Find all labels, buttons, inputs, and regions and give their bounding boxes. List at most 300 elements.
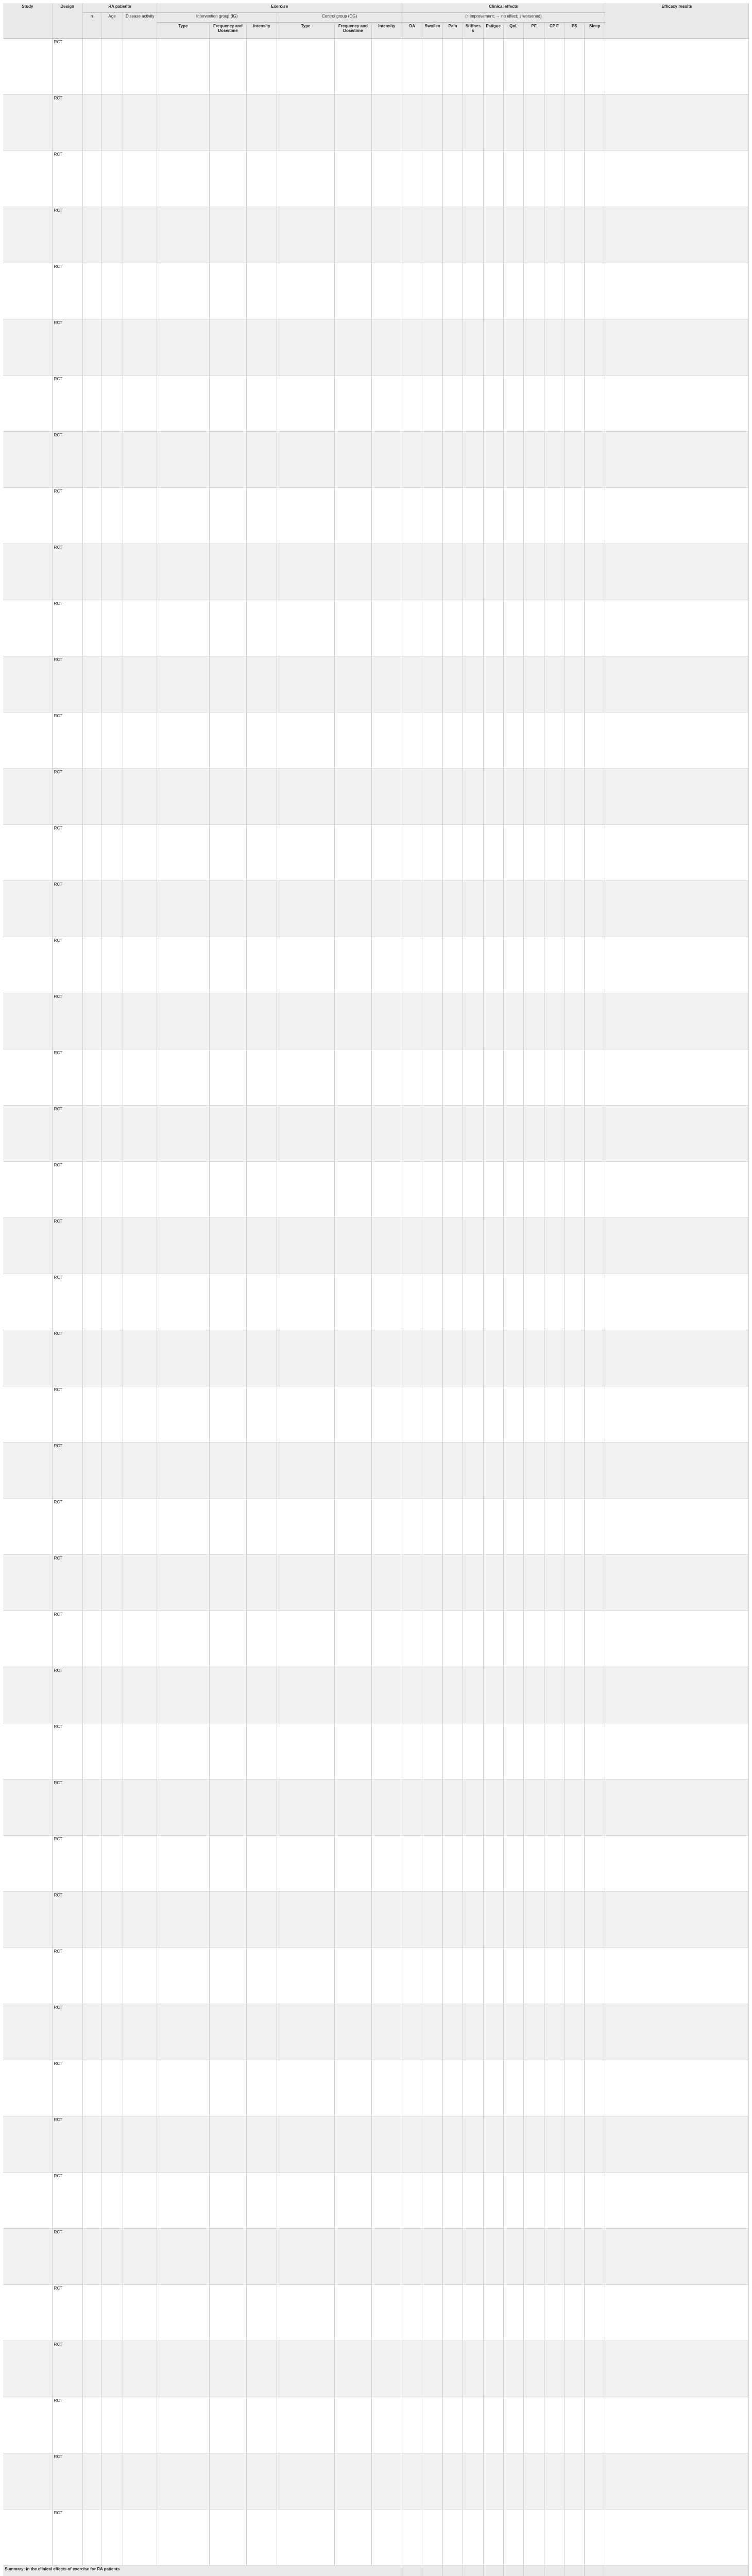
cell-effect xyxy=(524,1499,544,1555)
cell-effect xyxy=(483,1386,503,1443)
cell-disease xyxy=(123,1667,157,1723)
cell-effect xyxy=(524,95,544,151)
header-effect-col: CP F xyxy=(544,23,564,39)
summary-count xyxy=(483,2566,503,2576)
cell-effect xyxy=(483,881,503,937)
cell-i-int xyxy=(247,1106,277,1162)
cell-i-type xyxy=(157,2116,210,2173)
cell-efficacy xyxy=(605,1106,748,1162)
cell-c-type xyxy=(277,1330,335,1386)
cell-effect xyxy=(544,432,564,488)
cell-effect xyxy=(483,1218,503,1274)
cell-effect xyxy=(565,2510,585,2566)
cell-efficacy xyxy=(605,1386,748,1443)
cell-c-type xyxy=(277,600,335,656)
cell-author xyxy=(3,1892,52,1948)
cell-effect xyxy=(463,1611,483,1667)
cell-effect xyxy=(585,2060,605,2116)
cell-c-freq xyxy=(334,1162,371,1218)
cell-effect xyxy=(524,1892,544,1948)
cell-effect xyxy=(524,1780,544,1836)
table-row xyxy=(3,2116,749,2173)
cell-age xyxy=(101,2060,123,2116)
cell-disease xyxy=(123,207,157,263)
cell-i-type xyxy=(157,319,210,376)
cell-i-type xyxy=(157,2397,210,2453)
cell-c-type xyxy=(277,937,335,993)
cell-effect xyxy=(544,769,564,825)
cell-i-int xyxy=(247,2285,277,2341)
cell-i-freq xyxy=(209,2510,246,2566)
table-row xyxy=(3,1611,749,1667)
cell-author xyxy=(3,1443,52,1499)
summary-label: Summary: in the clinical effects of exercise for RA patients xyxy=(3,2566,402,2576)
cell-effect xyxy=(585,319,605,376)
table-row xyxy=(3,2229,749,2285)
cell-n xyxy=(82,1162,101,1218)
table-row xyxy=(3,2004,749,2060)
cell-disease xyxy=(123,825,157,881)
cell-effect xyxy=(442,2453,463,2510)
cell-disease xyxy=(123,2173,157,2229)
summary-empty xyxy=(605,2566,748,2576)
cell-effect xyxy=(463,825,483,881)
header-ig-type: Type xyxy=(157,23,210,39)
cell-i-freq xyxy=(209,600,246,656)
cell-effect xyxy=(483,2510,503,2566)
cell-age xyxy=(101,1162,123,1218)
cell-n xyxy=(82,1948,101,2004)
cell-c-int xyxy=(371,881,402,937)
cell-effect xyxy=(524,2173,544,2229)
cell-c-type xyxy=(277,432,335,488)
cell-design: RCT xyxy=(52,1667,82,1723)
cell-i-freq xyxy=(209,376,246,432)
cell-c-type xyxy=(277,2004,335,2060)
cell-effect xyxy=(483,544,503,600)
cell-i-freq xyxy=(209,2285,246,2341)
cell-design: RCT xyxy=(52,544,82,600)
cell-c-type xyxy=(277,656,335,713)
header-disease: Disease activity xyxy=(123,13,157,39)
cell-design: RCT xyxy=(52,207,82,263)
cell-author xyxy=(3,1611,52,1667)
cell-age xyxy=(101,1049,123,1106)
cell-effect xyxy=(463,1218,483,1274)
cell-effect xyxy=(463,95,483,151)
cell-design: RCT xyxy=(52,2060,82,2116)
cell-i-freq xyxy=(209,2229,246,2285)
cell-i-type xyxy=(157,2510,210,2566)
cell-i-int xyxy=(247,1443,277,1499)
cell-effect xyxy=(503,1836,523,1892)
cell-effect xyxy=(442,2510,463,2566)
cell-i-freq xyxy=(209,1162,246,1218)
cell-effect xyxy=(463,1499,483,1555)
cell-n xyxy=(82,544,101,600)
table-row xyxy=(3,2453,749,2510)
cell-effect xyxy=(442,1386,463,1443)
cell-efficacy xyxy=(605,769,748,825)
cell-i-type xyxy=(157,1386,210,1443)
cell-effect xyxy=(565,1780,585,1836)
cell-disease xyxy=(123,1555,157,1611)
cell-i-int xyxy=(247,376,277,432)
table-body xyxy=(3,39,749,2566)
cell-effect xyxy=(544,600,564,656)
cell-effect xyxy=(422,376,442,432)
cell-efficacy xyxy=(605,713,748,769)
cell-i-freq xyxy=(209,1218,246,1274)
cell-effect xyxy=(524,544,544,600)
cell-c-type xyxy=(277,488,335,544)
cell-i-type xyxy=(157,1948,210,2004)
cell-effect xyxy=(544,1555,564,1611)
cell-disease xyxy=(123,1499,157,1555)
cell-effect xyxy=(422,656,442,713)
cell-effect xyxy=(503,2397,523,2453)
summary-row xyxy=(3,2566,749,2576)
cell-design: RCT xyxy=(52,2453,82,2510)
cell-effect xyxy=(422,713,442,769)
cell-c-int xyxy=(371,1049,402,1106)
cell-c-type xyxy=(277,95,335,151)
table-row xyxy=(3,1499,749,1555)
cell-disease xyxy=(123,151,157,207)
cell-effect xyxy=(524,993,544,1049)
cell-effect xyxy=(503,1555,523,1611)
cell-effect xyxy=(503,1667,523,1723)
table-row xyxy=(3,2173,749,2229)
cell-effect xyxy=(483,263,503,319)
cell-effect xyxy=(463,2397,483,2453)
cell-effect xyxy=(565,2060,585,2116)
cell-effect xyxy=(483,2285,503,2341)
cell-effect xyxy=(503,1443,523,1499)
table-row xyxy=(3,1386,749,1443)
cell-effect xyxy=(422,1948,442,2004)
cell-i-freq xyxy=(209,2397,246,2453)
cell-design: RCT xyxy=(52,2397,82,2453)
cell-effect xyxy=(565,95,585,151)
cell-c-int xyxy=(371,2285,402,2341)
cell-effect xyxy=(503,2510,523,2566)
cell-c-int xyxy=(371,263,402,319)
cell-effect xyxy=(463,2341,483,2397)
cell-c-freq xyxy=(334,1948,371,2004)
cell-effect xyxy=(585,1667,605,1723)
cell-effect xyxy=(402,1836,422,1892)
cell-effect xyxy=(585,2510,605,2566)
cell-n xyxy=(82,319,101,376)
cell-age xyxy=(101,1780,123,1836)
cell-effect xyxy=(463,2453,483,2510)
cell-i-type xyxy=(157,1274,210,1330)
cell-c-type xyxy=(277,2229,335,2285)
cell-effect xyxy=(483,2341,503,2397)
cell-effect xyxy=(483,1780,503,1836)
cell-design: RCT xyxy=(52,825,82,881)
cell-i-type xyxy=(157,1106,210,1162)
cell-design: RCT xyxy=(52,1386,82,1443)
cell-effect xyxy=(544,1836,564,1892)
cell-author xyxy=(3,95,52,151)
cell-i-type xyxy=(157,769,210,825)
table-row xyxy=(3,1443,749,1499)
cell-age xyxy=(101,993,123,1049)
cell-c-freq xyxy=(334,937,371,993)
cell-effect xyxy=(442,1667,463,1723)
cell-effect xyxy=(442,1218,463,1274)
cell-effect xyxy=(565,1892,585,1948)
cell-effect xyxy=(422,2060,442,2116)
cell-i-int xyxy=(247,1386,277,1443)
cell-c-freq xyxy=(334,319,371,376)
cell-i-type xyxy=(157,2060,210,2116)
cell-effect xyxy=(463,432,483,488)
cell-i-type xyxy=(157,2004,210,2060)
cell-effect xyxy=(524,2116,544,2173)
cell-effect xyxy=(524,39,544,95)
cell-effect xyxy=(585,600,605,656)
cell-disease xyxy=(123,769,157,825)
cell-author xyxy=(3,2510,52,2566)
table-row xyxy=(3,769,749,825)
header-effect-col: Swollen xyxy=(422,23,442,39)
cell-effect xyxy=(442,1049,463,1106)
cell-effect xyxy=(585,656,605,713)
header-clinical-effects: Clinical effects xyxy=(402,3,605,13)
cell-effect xyxy=(544,1443,564,1499)
cell-effect xyxy=(442,2173,463,2229)
cell-i-freq xyxy=(209,39,246,95)
cell-effect xyxy=(463,1892,483,1948)
cell-i-freq xyxy=(209,2116,246,2173)
cell-age xyxy=(101,207,123,263)
cell-effect xyxy=(422,1443,442,1499)
cell-design: RCT xyxy=(52,1162,82,1218)
cell-effect xyxy=(585,1836,605,1892)
cell-effect xyxy=(503,1948,523,2004)
cell-author xyxy=(3,2116,52,2173)
cell-effect xyxy=(565,151,585,207)
cell-i-freq xyxy=(209,825,246,881)
cell-i-type xyxy=(157,1330,210,1386)
cell-i-int xyxy=(247,1555,277,1611)
cell-effect xyxy=(422,2397,442,2453)
cell-c-int xyxy=(371,2004,402,2060)
cell-effect xyxy=(524,2004,544,2060)
cell-author xyxy=(3,1780,52,1836)
cell-age xyxy=(101,488,123,544)
cell-effect xyxy=(483,1611,503,1667)
cell-c-int xyxy=(371,656,402,713)
cell-i-freq xyxy=(209,95,246,151)
cell-c-int xyxy=(371,1723,402,1780)
cell-age xyxy=(101,319,123,376)
cell-effect xyxy=(565,825,585,881)
cell-effect xyxy=(402,151,422,207)
cell-efficacy xyxy=(605,263,748,319)
cell-effect xyxy=(503,2341,523,2397)
cell-i-int xyxy=(247,1836,277,1892)
table-row xyxy=(3,1106,749,1162)
cell-n xyxy=(82,1499,101,1555)
cell-c-freq xyxy=(334,544,371,600)
cell-i-type xyxy=(157,39,210,95)
cell-i-type xyxy=(157,1049,210,1106)
cell-c-type xyxy=(277,1106,335,1162)
cell-effect xyxy=(422,769,442,825)
cell-effect xyxy=(442,2004,463,2060)
cell-c-freq xyxy=(334,1723,371,1780)
cell-efficacy xyxy=(605,1274,748,1330)
cell-age xyxy=(101,825,123,881)
cell-effect xyxy=(422,2116,442,2173)
cell-age xyxy=(101,1892,123,1948)
cell-effect xyxy=(422,1049,442,1106)
cell-age xyxy=(101,95,123,151)
cell-author xyxy=(3,600,52,656)
cell-design: RCT xyxy=(52,2229,82,2285)
cell-effect xyxy=(422,319,442,376)
cell-design: RCT xyxy=(52,263,82,319)
header-study: Study xyxy=(3,3,52,39)
cell-i-type xyxy=(157,993,210,1049)
cell-effect xyxy=(402,1555,422,1611)
summary-count xyxy=(544,2566,564,2576)
cell-effect xyxy=(483,1330,503,1386)
table-row xyxy=(3,207,749,263)
table-row xyxy=(3,825,749,881)
cell-age xyxy=(101,544,123,600)
cell-effect xyxy=(422,881,442,937)
cell-effect xyxy=(463,1049,483,1106)
cell-c-type xyxy=(277,825,335,881)
cell-i-int xyxy=(247,1330,277,1386)
cell-effect xyxy=(524,881,544,937)
cell-effect xyxy=(402,1499,422,1555)
cell-c-type xyxy=(277,2173,335,2229)
cell-i-type xyxy=(157,376,210,432)
cell-effect xyxy=(463,2229,483,2285)
cell-effect xyxy=(402,1049,422,1106)
cell-effect xyxy=(524,488,544,544)
cell-effect xyxy=(524,1162,544,1218)
cell-effect xyxy=(422,825,442,881)
cell-c-freq xyxy=(334,1049,371,1106)
cell-age xyxy=(101,1948,123,2004)
cell-effect xyxy=(565,2004,585,2060)
cell-effect xyxy=(422,1499,442,1555)
table-row xyxy=(3,263,749,319)
cell-i-int xyxy=(247,1723,277,1780)
cell-i-int xyxy=(247,881,277,937)
cell-effect xyxy=(483,39,503,95)
cell-age xyxy=(101,656,123,713)
cell-effect xyxy=(585,95,605,151)
cell-age xyxy=(101,1555,123,1611)
cell-effect xyxy=(463,713,483,769)
cell-age xyxy=(101,2173,123,2229)
cell-age xyxy=(101,713,123,769)
table-row xyxy=(3,1049,749,1106)
cell-c-type xyxy=(277,1274,335,1330)
cell-effect xyxy=(422,95,442,151)
cell-design: RCT xyxy=(52,1836,82,1892)
cell-c-int xyxy=(371,713,402,769)
cell-effect xyxy=(524,151,544,207)
cell-effect xyxy=(422,39,442,95)
cell-effect xyxy=(565,881,585,937)
cell-effect xyxy=(442,1443,463,1499)
cell-disease xyxy=(123,1836,157,1892)
cell-author xyxy=(3,1274,52,1330)
cell-c-freq xyxy=(334,2341,371,2397)
cell-effect xyxy=(585,544,605,600)
cell-effect xyxy=(565,376,585,432)
cell-c-type xyxy=(277,2341,335,2397)
cell-i-int xyxy=(247,1218,277,1274)
cell-effect xyxy=(544,2173,564,2229)
cell-i-int xyxy=(247,432,277,488)
cell-effect xyxy=(544,1611,564,1667)
cell-effect xyxy=(442,656,463,713)
cell-n xyxy=(82,1892,101,1948)
cell-age xyxy=(101,2397,123,2453)
cell-effect xyxy=(422,2453,442,2510)
cell-effect xyxy=(442,544,463,600)
cell-i-freq xyxy=(209,2173,246,2229)
cell-effect xyxy=(565,1386,585,1443)
cell-age xyxy=(101,432,123,488)
table-row xyxy=(3,39,749,95)
cell-effect xyxy=(402,937,422,993)
cell-n xyxy=(82,1049,101,1106)
cell-i-freq xyxy=(209,432,246,488)
header-effect-col: Stiffness xyxy=(463,23,483,39)
cell-effect xyxy=(524,600,544,656)
cell-effect xyxy=(585,993,605,1049)
table-row xyxy=(3,713,749,769)
cell-effect xyxy=(402,2510,422,2566)
cell-effect xyxy=(463,2004,483,2060)
cell-effect xyxy=(503,1106,523,1162)
cell-effect xyxy=(463,1106,483,1162)
cell-effect xyxy=(524,1667,544,1723)
cell-effect xyxy=(463,769,483,825)
table-row xyxy=(3,1162,749,1218)
cell-effect xyxy=(463,1723,483,1780)
cell-age xyxy=(101,1723,123,1780)
cell-disease xyxy=(123,993,157,1049)
cell-i-int xyxy=(247,319,277,376)
cell-i-int xyxy=(247,2341,277,2397)
cell-effect xyxy=(544,713,564,769)
cell-effect xyxy=(463,319,483,376)
cell-effect xyxy=(524,713,544,769)
cell-author xyxy=(3,825,52,881)
cell-i-type xyxy=(157,2173,210,2229)
cell-effect xyxy=(442,207,463,263)
cell-i-int xyxy=(247,151,277,207)
cell-author xyxy=(3,1836,52,1892)
cell-effect xyxy=(503,376,523,432)
cell-disease xyxy=(123,2510,157,2566)
cell-i-freq xyxy=(209,881,246,937)
cell-effect xyxy=(483,95,503,151)
cell-effect xyxy=(442,488,463,544)
